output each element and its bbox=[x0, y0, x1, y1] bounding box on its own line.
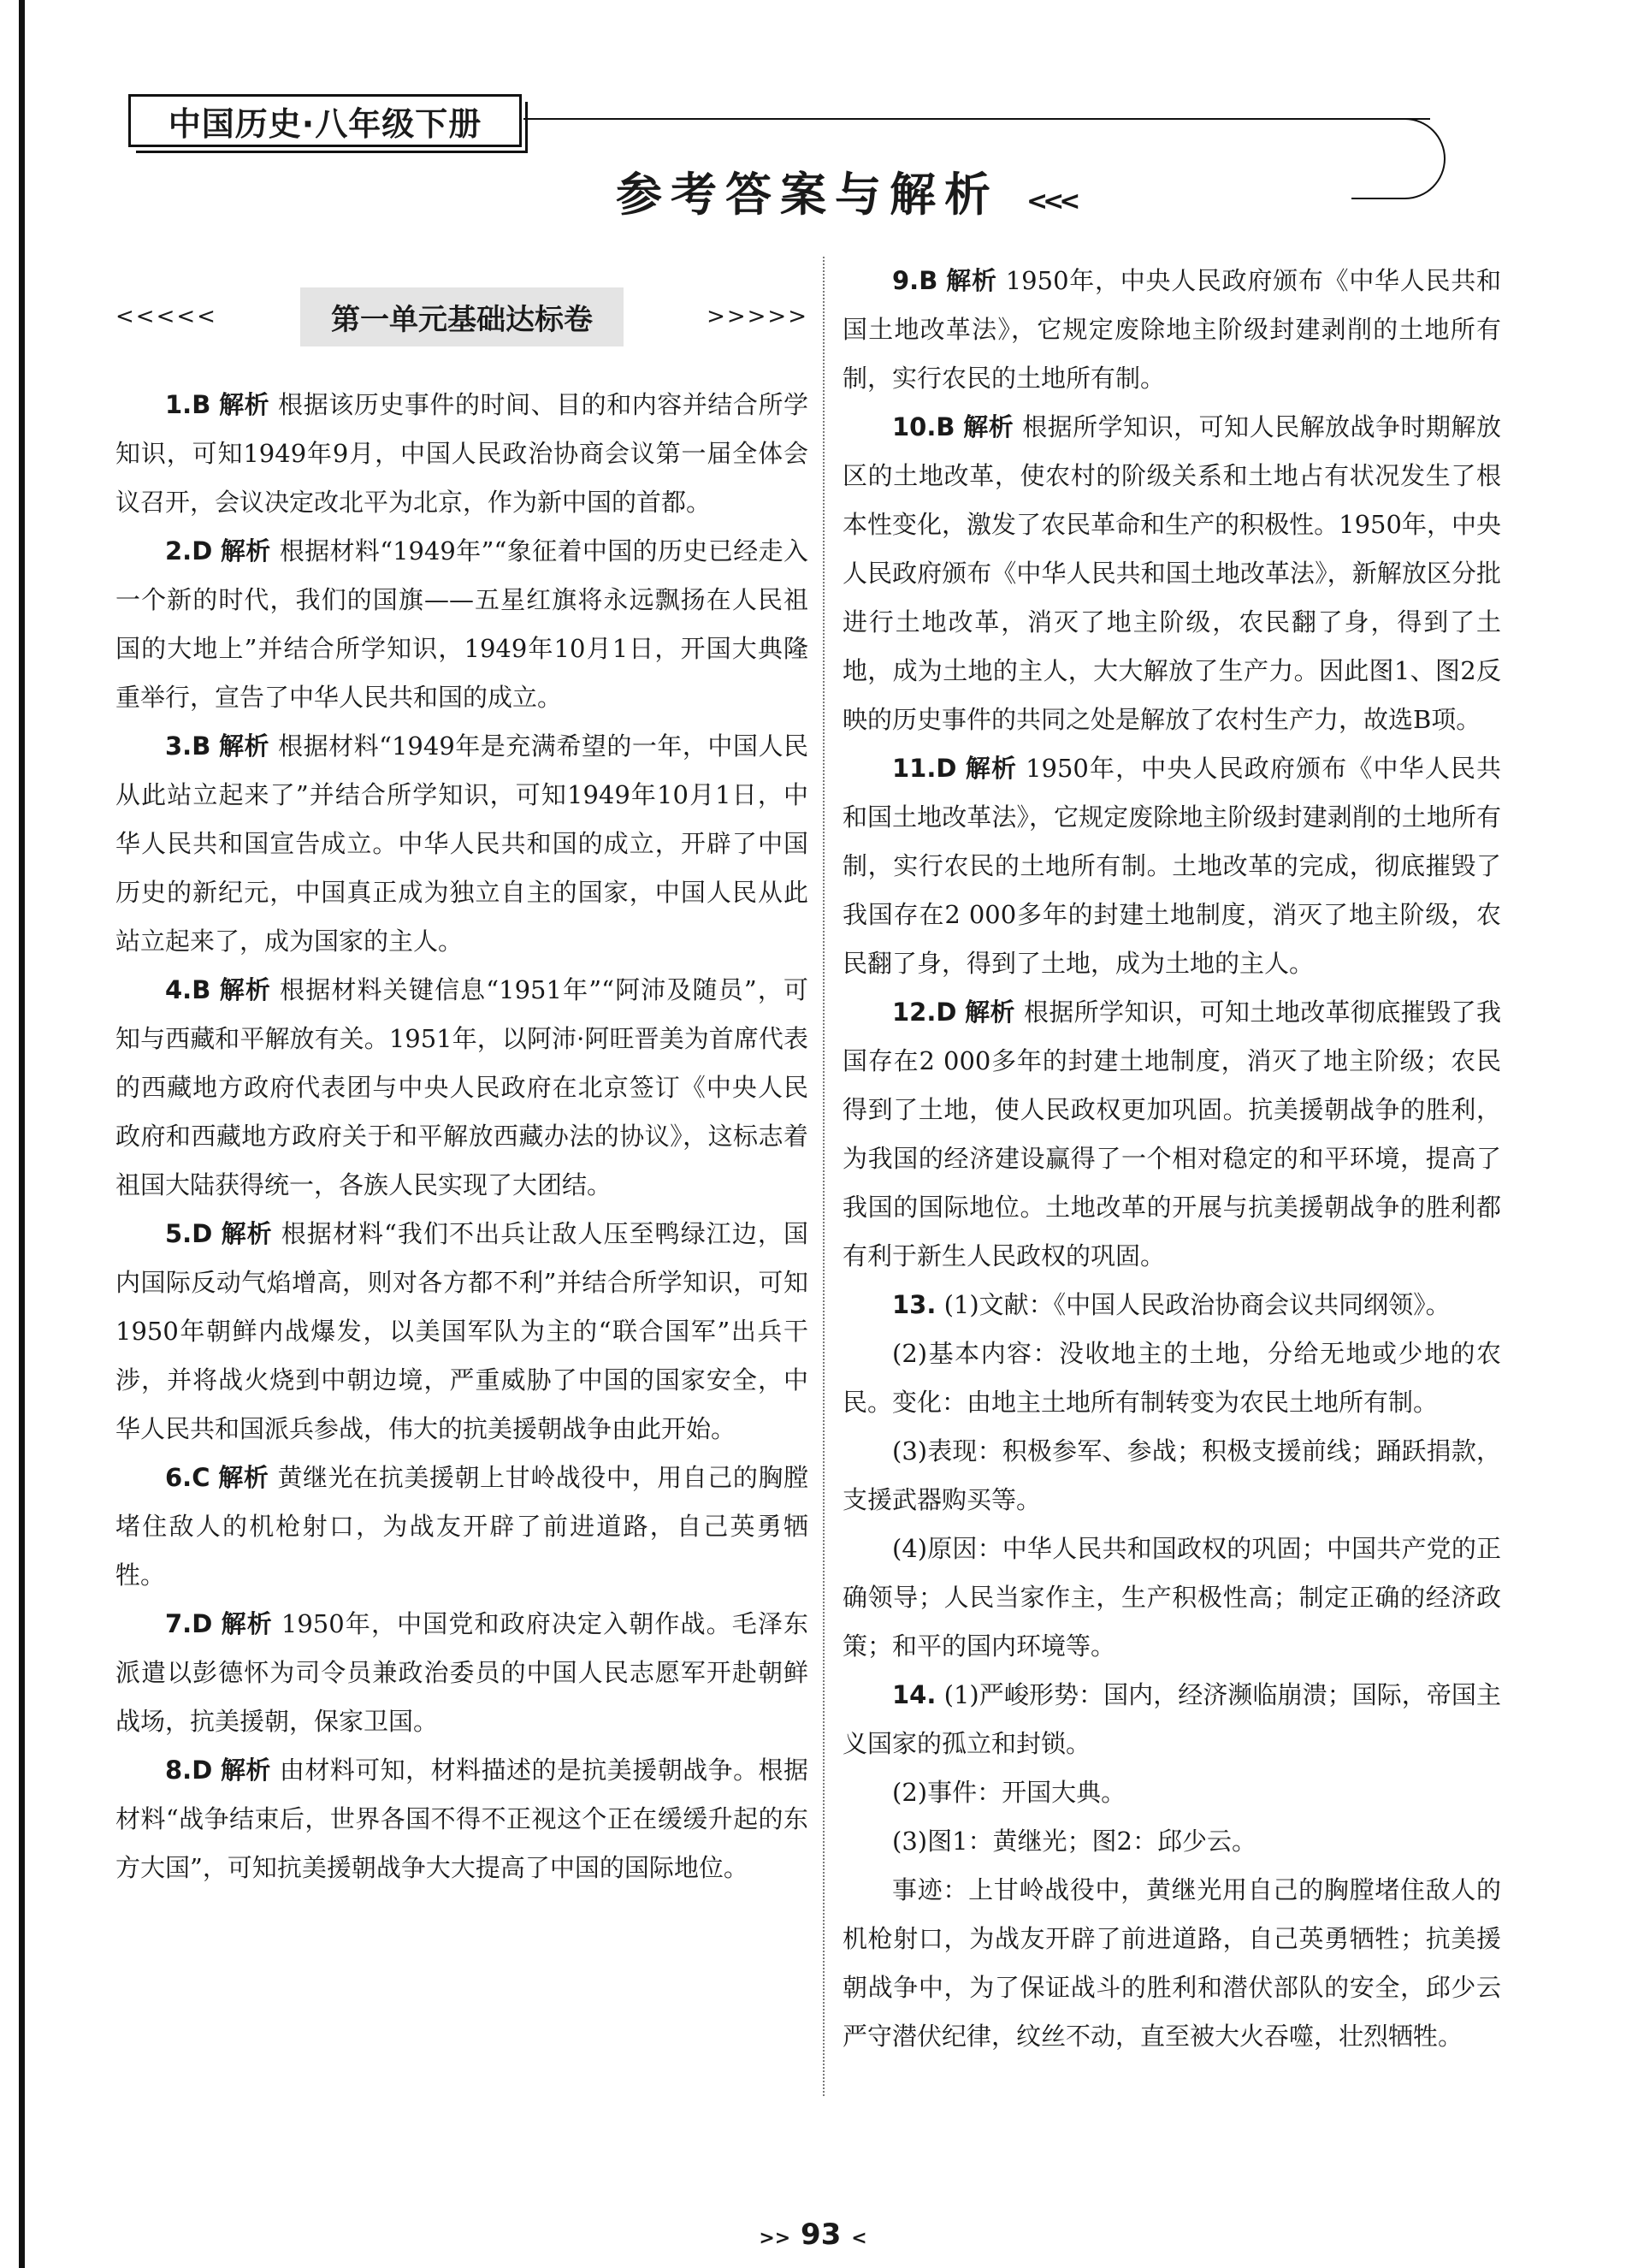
answer-text: (1)严峻形势：国内，经济濒临崩溃；国际，帝国主义国家的孤立和封锁。 bbox=[843, 1680, 1501, 1758]
answer-text: (1)文献：《中国人民政治协商会议共同纲领》。 bbox=[943, 1290, 1451, 1319]
answer-text: (3)表现：积极参军、参战；积极支援前线；踊跃捐款，支援武器购买等。 bbox=[843, 1436, 1501, 1514]
analysis-label: 解析 bbox=[220, 536, 271, 566]
answer-number: 4.B bbox=[165, 975, 211, 1004]
left-margin-rule bbox=[19, 0, 25, 2268]
right-answer-list bbox=[843, 257, 1501, 2061]
answer-item bbox=[115, 1210, 808, 1454]
header-rule bbox=[523, 118, 1430, 120]
answer-number: 14. bbox=[892, 1680, 937, 1709]
left-answer-list bbox=[115, 381, 808, 1892]
analysis-label: 解析 bbox=[219, 731, 270, 761]
answer-text: 根据材料“我们不出兵让敌人压至鸭绿江边，国内国际反动气焰增高，则对各方都不利”并结合所学知识，可知1950年朝鲜内战爆发，以美国军队为主的“联合国军”出兵干涉，并将战火烧到中朝边境，严重威胁了中国的国家安全，中华人民共和国派兵参战，伟大的抗美援朝战争由此开始。 bbox=[115, 1219, 809, 1443]
answer-item bbox=[843, 1817, 1501, 1866]
answer-number: 7.D bbox=[165, 1609, 213, 1638]
answer-item bbox=[843, 257, 1501, 403]
analysis-label: 解析 bbox=[946, 266, 997, 295]
answer-text: 根据所学知识，可知土地改革彻底摧毁了我国存在2 000多年的封建土地制度，消灭了地主阶级；农民得到了土地，使人民政权更加巩固。抗美援朝战争的胜利，为我国的经济建设赢得了一个相对稳定的和平环境，提高了我国的国际地位。土地改革的开展与抗美援朝战争的胜利都有利于新生人民政权的巩固。 bbox=[843, 998, 1501, 1270]
column-divider bbox=[823, 257, 825, 2096]
answer-text: 根据材料关键信息“1951年”“阿沛及随员”，可知与西藏和平解放有关。1951年，以阿沛·阿旺晋美为首席代表的西藏地方政府代表团与中央人民政府在北京签订《中央人民政府和西藏地方政府关于和平解放西藏办法的协议》，这标志着祖国大陆获得统一，各族人民实现了大团结。 bbox=[115, 975, 809, 1199]
page-number: 93 bbox=[801, 2218, 842, 2252]
answer-text: (2)基本内容：没收地主的土地，分给无地或少地的农民。变化：由地主土地所有制转变为农民土地所有制。 bbox=[843, 1339, 1501, 1417]
analysis-label: 解析 bbox=[218, 1463, 269, 1492]
answer-number: 8.D bbox=[165, 1756, 213, 1785]
answer-text: (3)图1：黄继光；图2：邱少云。 bbox=[892, 1827, 1256, 1856]
footer-left-arrows-icon: >> bbox=[759, 2228, 791, 2249]
answer-item bbox=[843, 988, 1501, 1281]
left-column bbox=[115, 257, 808, 1892]
answer-text: 根据材料“1949年”“象征着中国的历史已经走入一个新的时代，我们的国旗——五星红旗将永远飘扬在人民祖国的大地上”并结合所学知识，1949年10月1日，开国大典隆重举行，宣告了中华人民共和国的成立。 bbox=[115, 536, 808, 712]
answer-text: (4)原因：中华人民共和国政权的巩固；中国共产党的正确领导；人民当家作主，生产积极性高；制定正确的经济政策；和平的国内环境等。 bbox=[843, 1534, 1501, 1661]
answer-number: 10.B bbox=[892, 412, 955, 441]
answer-text: 1950年，中央人民政府颁布《中华人民共和国土地改革法》，它规定废除地主阶级封建剥削的土地所有制，实行农民的土地所有制。土地改革的完成，彻底摧毁了我国存在2 000多年的封建土地制度，消灭了地主阶级，农民翻了身，得到了土地，成为土地的主人。 bbox=[843, 754, 1501, 978]
analysis-label: 解析 bbox=[965, 998, 1015, 1027]
answer-number: 12.D bbox=[892, 998, 957, 1027]
answer-item bbox=[843, 744, 1501, 988]
right-column bbox=[843, 257, 1501, 2061]
page-title: 参考答案与解析 bbox=[616, 168, 999, 222]
answer-item bbox=[843, 1671, 1501, 1768]
answer-text: 1950年，中央人民政府颁布《中华人民共和国土地改革法》，它规定废除地主阶级封建剥削的土地所有制，实行农民的土地所有制。 bbox=[843, 266, 1501, 393]
answer-item bbox=[115, 966, 808, 1210]
analysis-label: 解析 bbox=[963, 412, 1014, 441]
analysis-label: 解析 bbox=[221, 1609, 273, 1638]
answer-item bbox=[843, 1281, 1501, 1329]
page-footer bbox=[0, 2218, 1626, 2252]
answer-number: 2.D bbox=[165, 536, 213, 566]
answer-text: 根据该历史事件的时间、目的和内容并结合所学知识，可知1949年9月，中国人民政治协商会议第一届全体会议召开，会议决定改北平为北京，作为新中国的首都。 bbox=[115, 390, 808, 517]
answer-text: 事迹：上甘岭战役中，黄继光用自己的胸膛堵住敌人的机枪射口，为战友开辟了前进道路，自己英勇牺牲；抗美援朝战争中，为了保证战斗的胜利和潜伏部队的安全，邱少云严守潜伏纪律，纹丝不动，直至被大火吞噬，壮烈牺牲。 bbox=[843, 1875, 1501, 2051]
answer-item bbox=[115, 527, 808, 722]
answer-item bbox=[843, 1525, 1501, 1671]
analysis-label: 解析 bbox=[221, 1219, 273, 1248]
answer-text: 由材料可知，材料描述的是抗美援朝战争。根据材料“战争结束后，世界各国不得不正视这个正在缓缓升起的东方大国”，可知抗美援朝战争大大提高了中国的国际地位。 bbox=[115, 1756, 808, 1882]
unit-title: 第一单元基础达标卷 bbox=[300, 287, 624, 346]
answer-number: 3.B bbox=[165, 731, 211, 761]
answer-number: 9.B bbox=[892, 266, 938, 295]
answer-item bbox=[843, 1768, 1501, 1817]
answer-item bbox=[115, 1600, 808, 1746]
answer-number: 11.D bbox=[892, 754, 957, 783]
answer-item bbox=[115, 1454, 808, 1600]
answer-item bbox=[843, 1866, 1501, 2061]
answer-text: 根据所学知识，可知人民解放战争时期解放区的土地改革，使农村的阶级关系和土地占有状况发生了根本性变化，激发了农民革命和生产的积极性。1950年，中央人民政府颁布《中华人民共和国土地改革法》，新解放区分批进行土地改革，消灭了地主阶级，农民翻了身，得到了土地，成为土地的主人，大大解放了生产力。因此图1、图2反映的历史事件的共同之处是解放了农村生产力，故选B项。 bbox=[843, 412, 1501, 734]
unit-header bbox=[115, 287, 808, 346]
answer-text: (2)事件：开国大典。 bbox=[892, 1778, 1126, 1807]
unit-right-arrows-icon: >>>>> bbox=[707, 304, 808, 329]
header-curve-decoration bbox=[1351, 118, 1446, 199]
unit-left-arrows-icon: <<<<< bbox=[115, 304, 217, 329]
answer-number: 5.D bbox=[165, 1219, 213, 1248]
answer-number: 1.B bbox=[165, 390, 211, 419]
footer-right-arrow-icon: < bbox=[851, 2228, 867, 2249]
analysis-label: 解析 bbox=[219, 975, 272, 1004]
answer-text: 根据材料“1949年是充满希望的一年，中国人民从此站立起来了”并结合所学知识，可知1949年10月1日，中华人民共和国宣告成立。中华人民共和国的成立，开辟了中国历史的新纪元，中国真正成为独立自主的国家，中国人民从此站立起来了，成为国家的主人。 bbox=[115, 731, 808, 956]
answer-number: 6.C bbox=[165, 1463, 210, 1492]
answer-item bbox=[843, 403, 1501, 744]
answer-text: 1950年，中国党和政府决定入朝作战。毛泽东派遣以彭德怀为司令员兼政治委员的中国人民志愿军开赴朝鲜战场，抗美援朝，保家卫国。 bbox=[115, 1609, 808, 1736]
answer-item bbox=[115, 1746, 808, 1892]
answer-item bbox=[115, 381, 808, 527]
answer-number: 13. bbox=[892, 1290, 937, 1319]
analysis-label: 解析 bbox=[965, 754, 1018, 783]
title-arrows-icon: <<< bbox=[1026, 187, 1076, 216]
answer-item bbox=[115, 722, 808, 966]
answer-item bbox=[843, 1329, 1501, 1427]
answer-item bbox=[843, 1427, 1501, 1525]
analysis-label: 解析 bbox=[219, 390, 270, 419]
analysis-label: 解析 bbox=[220, 1756, 271, 1785]
answer-text: 黄继光在抗美援朝上甘岭战役中，用自己的胸膛堵住敌人的机枪射口，为战友开辟了前进道路，自己英勇牺牲。 bbox=[115, 1463, 808, 1590]
book-title: 中国历史·八年级下册 bbox=[128, 94, 522, 147]
